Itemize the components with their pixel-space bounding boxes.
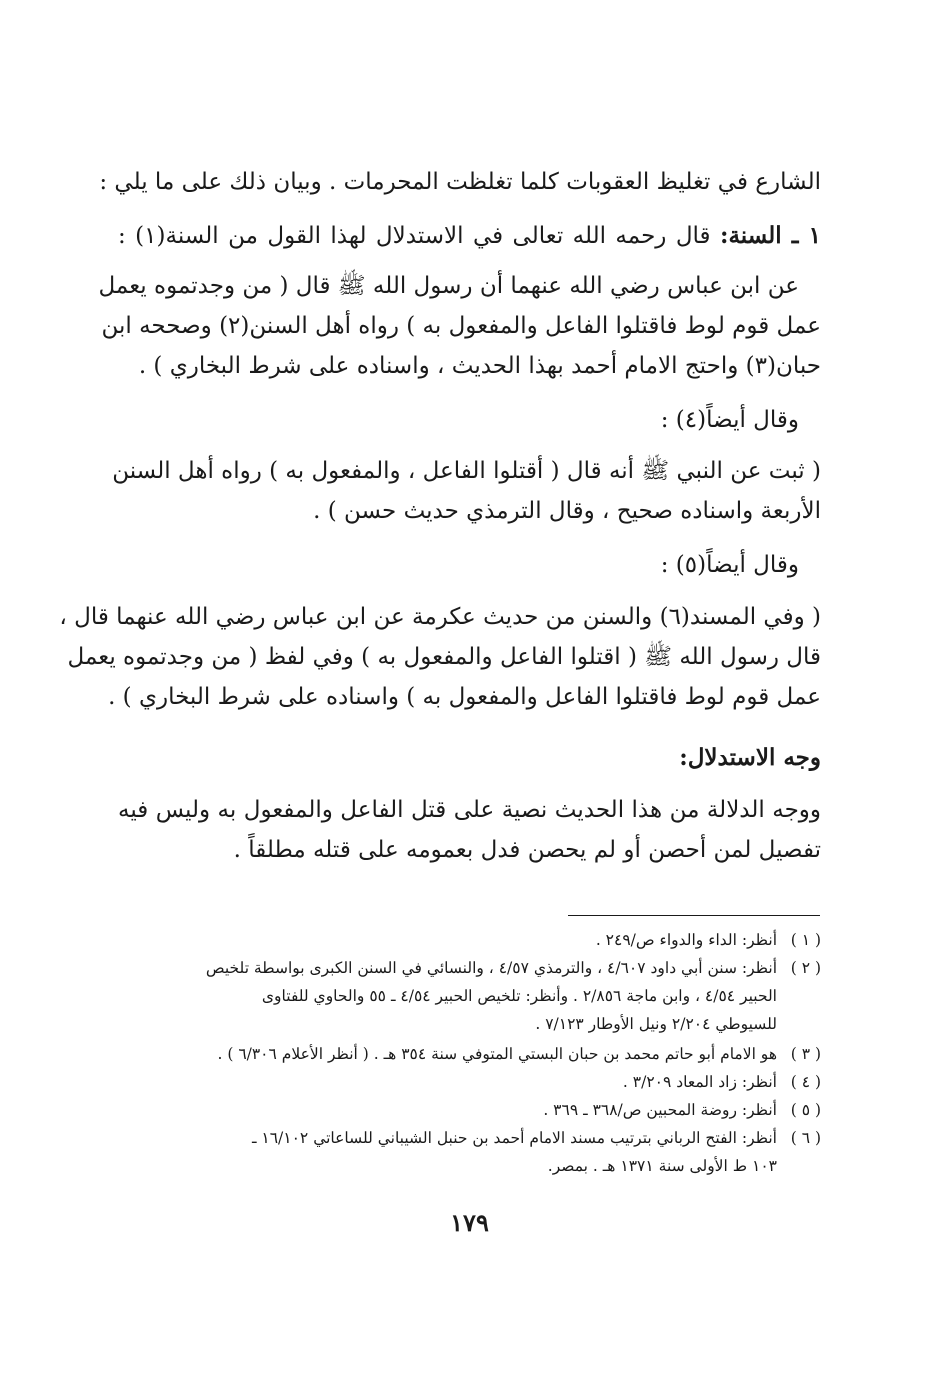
- body-line-14: ووجه الدلالة من هذا الحديث نصية على قتل الفاعل والمفعول به وليس فيه: [118, 797, 821, 823]
- footnote-number: ( ٢ ): [790, 959, 821, 977]
- footnote-number: ( ١ ): [790, 931, 821, 949]
- body-line-15: تفصيل لمن أحصن أو لم يحصن فدل بعمومه على قتله مطلقاً .: [233, 837, 821, 863]
- page-number: ١٧٩: [450, 1208, 489, 1237]
- footnote-number: ( ٤ ): [790, 1073, 821, 1091]
- footnote-4: [118, 1069, 821, 1096]
- body-line-8: الأربعة واسناده صحيح ، وقال الترمذي حديث حسن ) .: [313, 498, 821, 524]
- footnote-text: هو الامام أبو حاتم محمد بن حبان البستي المتوفي سنة ٣٥٤ هـ . ( أنظر الأعلام ٦/٣٠٦ ) .: [217, 1045, 777, 1063]
- footnote-text: أنظر: روضة المحبين ص/٣٦٨ ـ ٣٦٩ .: [543, 1101, 777, 1119]
- footnote-text: أنظر: الداء والدواء ص/٢٤٩ .: [595, 931, 777, 949]
- body-line-2: ١ ـ السنة: قال رحمه الله تعالى في الاستدلال لهذا القول من السنة(١) :: [118, 222, 821, 249]
- body-line-11: قال رسول الله ﷺ ( اقتلوا الفاعل والمفعول به ) وفي لفظ ( من وجدتموه يعمل: [67, 644, 821, 670]
- body-line-9: وقال أيضاً(٥) :: [660, 552, 799, 578]
- footnote-separator: [568, 915, 820, 916]
- footnote-3: [118, 1041, 821, 1068]
- footnote-6: [118, 1125, 821, 1152]
- footnote-2: [118, 955, 821, 982]
- footnote-number: ( ٣ ): [790, 1045, 821, 1063]
- footnote-2-line-3: للسيوطي ٢/٢٠٤ ونيل الأوطار ٧/١٢٣ .: [535, 1015, 777, 1033]
- footnote-5: [118, 1097, 821, 1124]
- body-line-1: الشارع في تغليظ العقوبات كلما تغلظت المحرمات . وبيان ذلك على ما يلي :: [99, 169, 821, 195]
- body-line-7: ( ثبت عن النبي ﷺ أنه قال ( أقتلوا الفاعل ، والمفعول به ) رواه أهل السنن: [112, 458, 821, 484]
- body-line-10: ( وفي المسند(٦) والسنن من حديث عكرمة عن ابن عباس رضي الله عنهما قال ،: [59, 604, 821, 630]
- footnote-2-line-2: الحبير ٤/٥٤ ، وابن ماجة ٢/٨٥٦ . وأنظر: تلخيص الحبير ٤/٥٤ ـ ٥٥ والحاوي للفتاوى: [261, 987, 777, 1005]
- body-line-4: عمل قوم لوط فاقتلوا الفاعل والمفعول به ) رواه أهل السنن(٢) وصححه ابن: [101, 313, 821, 339]
- footnote-1: [118, 927, 821, 954]
- section-heading: وجه الاستدلال:: [679, 744, 821, 771]
- body-line-3: عن ابن عباس رضي الله عنهما أن رسول الله ﷺ قال ( من وجدتموه يعمل: [98, 273, 799, 299]
- body-line-12: عمل قوم لوط فاقتلوا الفاعل والمفعول به ) واسناده على شرط البخاري ) .: [108, 684, 821, 710]
- body-line-5: حبان(٣) واحتج الامام أحمد بهذا الحديث ، واسناده على شرط البخاري ) .: [138, 353, 821, 379]
- footnote-6-line-2: ١٠٣ ط الأولى سنة ١٣٧١ هـ . بمصر.: [547, 1157, 777, 1175]
- footnote-text: أنظر: الفتح الرباني بترتيب مسند الامام أحمد بن حنبل الشيباني للساعاتي ١٦/١٠٢ ـ: [251, 1129, 777, 1147]
- footnote-text: أنظر: سنن أبي داود ٤/٦٠٧ ، والترمذي ٤/٥٧ ، والنسائي في السنن الكبرى بواسطة تلخيص: [205, 959, 777, 977]
- footnote-number: ( ٥ ): [790, 1101, 821, 1119]
- section-label: ١ ـ السنة:: [719, 222, 821, 249]
- footnote-number: ( ٦ ): [790, 1129, 821, 1147]
- footnote-text: أنظر: زاد المعاد ٣/٢٠٩ .: [622, 1073, 777, 1091]
- body-line-6: وقال أيضاً(٤) :: [660, 407, 799, 433]
